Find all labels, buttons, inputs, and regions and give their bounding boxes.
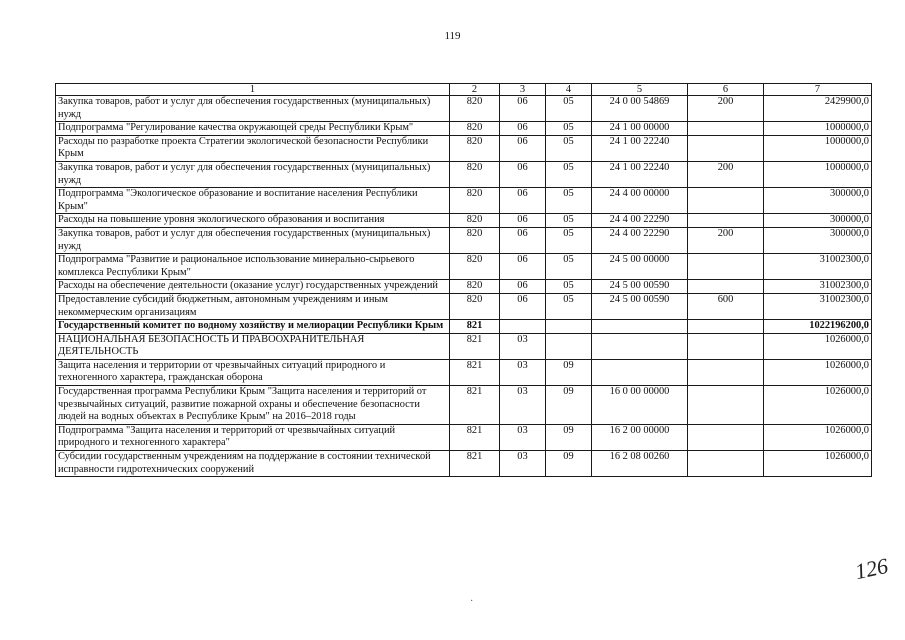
budget-table (55, 83, 872, 477)
sum-cell: 300000,0 (764, 227, 872, 253)
name-cell: Подпрограмма "Регулирование качества окружающей среды Республики Крым" (56, 122, 450, 136)
rz-cell: 06 (500, 96, 546, 122)
pr-cell: 05 (546, 96, 592, 122)
csr-cell: 24 4 00 22290 (592, 227, 688, 253)
pr-cell: 05 (546, 280, 592, 294)
handwritten-page-stamp: 126 (852, 552, 891, 585)
gr-cell: 820 (450, 188, 500, 214)
rz-cell: 06 (500, 254, 546, 280)
gr-cell: 820 (450, 122, 500, 136)
rz-cell: 03 (500, 333, 546, 359)
rz-cell (500, 320, 546, 334)
csr-cell: 24 5 00 00590 (592, 293, 688, 319)
table-row (56, 451, 872, 477)
pr-cell: 05 (546, 214, 592, 228)
vr-cell (688, 424, 764, 450)
rz-cell: 06 (500, 293, 546, 319)
gr-cell: 820 (450, 214, 500, 228)
table-row (56, 188, 872, 214)
rz-cell: 06 (500, 161, 546, 187)
sum-cell: 1026000,0 (764, 359, 872, 385)
table-row (56, 227, 872, 253)
gr-cell: 821 (450, 320, 500, 334)
header-col-2: 2 (450, 84, 500, 96)
vr-cell (688, 386, 764, 425)
vr-cell (688, 320, 764, 334)
rz-cell: 06 (500, 280, 546, 294)
rz-cell: 06 (500, 122, 546, 136)
name-cell: Подпрограмма "Развитие и рациональное использование минерально-сырьевого комплекса Республики Крым" (56, 254, 450, 280)
csr-cell: 24 0 00 54869 (592, 96, 688, 122)
csr-cell: 16 2 00 00000 (592, 424, 688, 450)
csr-cell (592, 359, 688, 385)
sum-cell: 1026000,0 (764, 386, 872, 425)
name-cell: Подпрограмма "Экологическое образование и воспитание населения Республики Крым" (56, 188, 450, 214)
rz-cell: 03 (500, 424, 546, 450)
sum-cell: 1026000,0 (764, 424, 872, 450)
table-row (56, 122, 872, 136)
vr-cell: 600 (688, 293, 764, 319)
name-cell: Закупка товаров, работ и услуг для обеспечения государственных (муниципальных) нужд (56, 96, 450, 122)
name-cell: Расходы на повышение уровня экологического образования и воспитания (56, 214, 450, 228)
gr-cell: 820 (450, 293, 500, 319)
sum-cell: 1026000,0 (764, 451, 872, 477)
rz-cell: 06 (500, 188, 546, 214)
vr-cell (688, 254, 764, 280)
rz-cell: 06 (500, 214, 546, 228)
rz-cell: 03 (500, 386, 546, 425)
pr-cell: 05 (546, 227, 592, 253)
pr-cell: 09 (546, 424, 592, 450)
pr-cell (546, 320, 592, 334)
header-col-3: 3 (500, 84, 546, 96)
name-cell: Закупка товаров, работ и услуг для обеспечения государственных (муниципальных) нужд (56, 161, 450, 187)
table-row (56, 280, 872, 294)
gr-cell: 820 (450, 96, 500, 122)
sum-cell: 300000,0 (764, 188, 872, 214)
rz-cell: 06 (500, 135, 546, 161)
header-col-7: 7 (764, 84, 872, 96)
sum-cell: 2429900,0 (764, 96, 872, 122)
vr-cell (688, 188, 764, 214)
name-cell: Субсидии государственным учреждениям на поддержание в состоянии технической исправности гидротехнических сооружений (56, 451, 450, 477)
sum-cell: 300000,0 (764, 214, 872, 228)
pr-cell: 09 (546, 451, 592, 477)
vr-cell (688, 333, 764, 359)
table-row (56, 359, 872, 385)
gr-cell: 821 (450, 424, 500, 450)
table-row (56, 135, 872, 161)
sum-cell: 31002300,0 (764, 293, 872, 319)
sum-cell: 1026000,0 (764, 333, 872, 359)
table-row (56, 333, 872, 359)
csr-cell: 24 5 00 00590 (592, 280, 688, 294)
csr-cell: 24 1 00 00000 (592, 122, 688, 136)
table-row (56, 214, 872, 228)
sum-cell: 31002300,0 (764, 254, 872, 280)
gr-cell: 821 (450, 359, 500, 385)
header-row (56, 84, 872, 96)
name-cell: Расходы на обеспечение деятельности (оказание услуг) государственных учреждений (56, 280, 450, 294)
gr-cell: 820 (450, 254, 500, 280)
csr-cell (592, 333, 688, 359)
name-cell: Государственный комитет по водному хозяйству и мелиорации Республики Крым (56, 320, 450, 334)
table-row (56, 424, 872, 450)
vr-cell (688, 451, 764, 477)
sum-cell: 1000000,0 (764, 161, 872, 187)
header-col-1: 1 (56, 84, 450, 96)
pr-cell: 05 (546, 161, 592, 187)
rz-cell: 03 (500, 359, 546, 385)
table-row (56, 386, 872, 425)
pr-cell: 05 (546, 254, 592, 280)
rz-cell: 03 (500, 451, 546, 477)
sum-cell: 31002300,0 (764, 280, 872, 294)
name-cell: Предоставление субсидий бюджетным, автономным учреждениям и иным некоммерческим организациям (56, 293, 450, 319)
header-col-6: 6 (688, 84, 764, 96)
header-col-4: 4 (546, 84, 592, 96)
pr-cell: 05 (546, 293, 592, 319)
gr-cell: 820 (450, 161, 500, 187)
csr-cell: 16 2 08 00260 (592, 451, 688, 477)
table-row (56, 320, 872, 334)
header-col-5: 5 (592, 84, 688, 96)
table-row (56, 96, 872, 122)
table-header (56, 84, 872, 96)
scan-dot: · (470, 596, 474, 607)
csr-cell (592, 320, 688, 334)
csr-cell: 24 4 00 22290 (592, 214, 688, 228)
vr-cell (688, 359, 764, 385)
csr-cell: 16 0 00 00000 (592, 386, 688, 425)
pr-cell: 05 (546, 135, 592, 161)
name-cell: Закупка товаров, работ и услуг для обеспечения государственных (муниципальных) нужд (56, 227, 450, 253)
vr-cell: 200 (688, 96, 764, 122)
table-row (56, 254, 872, 280)
csr-cell: 24 1 00 22240 (592, 161, 688, 187)
vr-cell (688, 214, 764, 228)
gr-cell: 820 (450, 135, 500, 161)
csr-cell: 24 1 00 22240 (592, 135, 688, 161)
sum-cell: 1000000,0 (764, 135, 872, 161)
name-cell: Подпрограмма "Защита населения и территорий от чрезвычайных ситуаций природного и техногенного характера" (56, 424, 450, 450)
vr-cell: 200 (688, 161, 764, 187)
name-cell: Расходы по разработке проекта Стратегии экологической безопасности Республики Крым (56, 135, 450, 161)
vr-cell (688, 122, 764, 136)
csr-cell: 24 5 00 00000 (592, 254, 688, 280)
csr-cell: 24 4 00 00000 (592, 188, 688, 214)
gr-cell: 821 (450, 333, 500, 359)
gr-cell: 821 (450, 451, 500, 477)
page-number: 119 (444, 30, 461, 42)
sum-cell: 1022196200,0 (764, 320, 872, 334)
pr-cell: 05 (546, 188, 592, 214)
table-row (56, 293, 872, 319)
gr-cell: 821 (450, 386, 500, 425)
pr-cell (546, 333, 592, 359)
vr-cell (688, 280, 764, 294)
table-body (56, 96, 872, 477)
name-cell: Государственная программа Республики Крым "Защита населения и территорий от чрезвычайных ситуаций, развитие пожарной охраны и обеспечение безопасности людей на водных объектах в Республике Крым" на 2016–2018 годы (56, 386, 450, 425)
pr-cell: 05 (546, 122, 592, 136)
name-cell: Защита населения и территории от чрезвычайных ситуаций природного и техногенного характера, гражданская оборона (56, 359, 450, 385)
pr-cell: 09 (546, 359, 592, 385)
table-row (56, 161, 872, 187)
rz-cell: 06 (500, 227, 546, 253)
sum-cell: 1000000,0 (764, 122, 872, 136)
name-cell: НАЦИОНАЛЬНАЯ БЕЗОПАСНОСТЬ И ПРАВООХРАНИТЕЛЬНАЯ ДЕЯТЕЛЬНОСТЬ (56, 333, 450, 359)
vr-cell (688, 135, 764, 161)
pr-cell: 09 (546, 386, 592, 425)
gr-cell: 820 (450, 227, 500, 253)
gr-cell: 820 (450, 280, 500, 294)
vr-cell: 200 (688, 227, 764, 253)
